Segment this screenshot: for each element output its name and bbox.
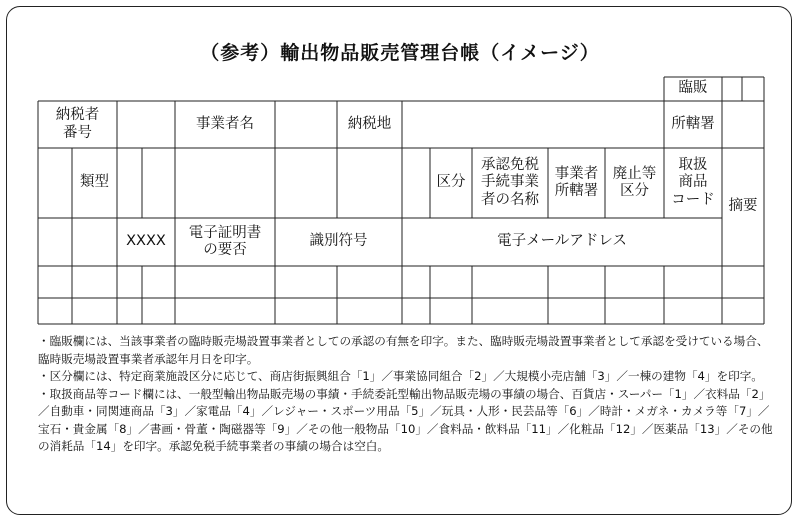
- header-haishi-line1: 廃止等: [612, 165, 657, 182]
- header-nozeisha-bango: [38, 101, 117, 148]
- header-ruikei: 類型: [80, 174, 109, 191]
- header-tekiyo: 摘要: [728, 198, 758, 215]
- header-toriatsukai-line2: 商品: [678, 174, 708, 191]
- header-email-address: 電子メールアドレス: [497, 233, 627, 250]
- header-haishi-kubun: [605, 148, 664, 218]
- header-toriatsukai-line3: コード: [671, 191, 715, 208]
- header-toriatsukai-line1: 取扱: [678, 156, 708, 173]
- header-shonin-line1: 承認免税: [481, 156, 539, 173]
- header-haishi-line2: 区分: [620, 183, 649, 199]
- header-nozeisha-bango-line1: 納税者: [55, 107, 100, 124]
- header-shonin-line3: 者の名称: [481, 191, 539, 208]
- note-rinpan: ・臨販欄には、当該事業者の臨時販売場設置事業者としての承認の有無を印字。また、臨時販売場設置事業者として承認を受けている場合、臨時販売場設置事業者承認年月日を印字。: [38, 334, 769, 366]
- header-nozeichi: 納税地: [347, 115, 392, 132]
- header-jigyosha-shokatsu-line1: 事業者: [554, 165, 599, 182]
- header-denshi-line2: の要否: [203, 242, 247, 258]
- note-kubun: ・区分欄には、特定商業施設区分に応じて、商店街振興組合「1」／事業協同組合「2」／大規模小売店舗「3」／一棟の建物「4」を印字。: [38, 369, 763, 383]
- header-shonin-menzei: [472, 148, 548, 218]
- note-toriatsukai-code: ・取扱商品等コード欄には、一般型輸出物品販売場の事績・手続委託型輸出物品販売場の事績の場合、百貨店・スーパー「1」／衣料品「2」／自動車・同関連商品「3」／家電品「4」／レジャー・スポーツ用品「5」／玩具・人形・民芸品等「6」／時計・メガネ・カメラ等「7」／宝石・貴金属「8」／書画・骨董・陶磁器等「9」／その他一般物品「10」／食料品・飲料品「11」／化粧品「12」／医薬品「13」／その他の消耗品「14」を印字。承認免税手続事業者の事績の場合は空白。: [38, 386, 773, 453]
- header-shonin-line2: 手続事業: [481, 174, 539, 191]
- notes-section: [38, 333, 778, 456]
- header-denshi-shomeisho: [175, 218, 275, 266]
- header-shokatsusho: 所轄署: [671, 115, 715, 132]
- header-kubun: 区分: [436, 174, 466, 191]
- header-jigyosha-shokatsu-line2: 所轄署: [554, 183, 599, 199]
- header-rinpan: 臨販: [678, 80, 708, 97]
- page-title: （参考）輸出物品販売管理台帳（イメージ）: [200, 42, 600, 64]
- header-jigyosha-shokatsusho: [548, 148, 605, 218]
- header-nozeisha-bango-line2: 番号: [63, 124, 92, 141]
- header-xxxx: XXXX: [126, 233, 166, 250]
- header-denshi-line1: 電子証明書: [188, 224, 262, 241]
- header-jigyoshamei: 事業者名: [196, 115, 254, 132]
- header-toriatsukai-shohin-code: [664, 148, 722, 218]
- header-shikibetsu-fugo: 識別符号: [309, 233, 368, 250]
